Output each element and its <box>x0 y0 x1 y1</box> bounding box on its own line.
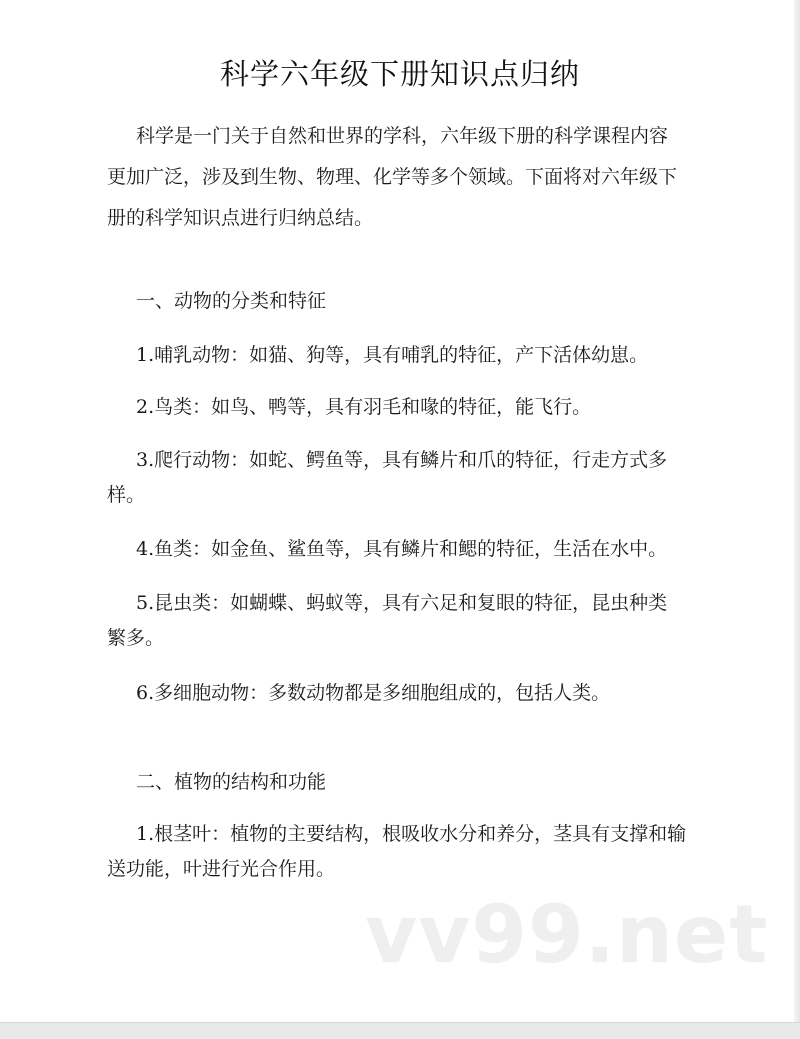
viewer-bottom-bar <box>0 1022 800 1039</box>
animal-item-5: 5.昆虫类：如蝴蝶、蚂蚁等，具有六足和复眼的特征，昆虫种类繁多。 <box>107 592 668 649</box>
section-heading-animals: 一、动物的分类和特征 <box>136 290 327 312</box>
animal-item-2: 2.鸟类：如鸟、鸭等，具有羽毛和喙的特征，能飞行。 <box>136 396 592 418</box>
animal-item-4: 4.鱼类：如金鱼、鲨鱼等，具有鳞片和鳃的特征，生活在水中。 <box>136 538 668 560</box>
animal-item-6: 6.多细胞动物：多数动物都是多细胞组成的，包括人类。 <box>136 682 611 704</box>
section-heading-plants: 二、植物的结构和功能 <box>136 771 327 793</box>
page-edge-shadow <box>794 0 800 1022</box>
watermark-text: vv99.net <box>365 888 769 981</box>
plant-item-1: 1.根茎叶：植物的主要结构，根吸收水分和养分，茎具有支撑和输送功能，叶进行光合作用。 <box>107 823 687 880</box>
animal-item-1: 1.哺乳动物：如猫、狗等，具有哺乳的特征，产下活体幼崽。 <box>136 344 649 366</box>
document-title: 科学六年级下册知识点归纳 <box>219 57 580 91</box>
intro-paragraph: 科学是一门关于自然和世界的学科，六年级下册的科学课程内容更加广泛，涉及到生物、物理、化学等多个领域。下面将对六年级下册的科学知识点进行归纳总结。 <box>107 125 678 229</box>
animal-item-3: 3.爬行动物：如蛇、鳄鱼等，具有鳞片和爪的特征，行走方式多样。 <box>107 449 668 506</box>
